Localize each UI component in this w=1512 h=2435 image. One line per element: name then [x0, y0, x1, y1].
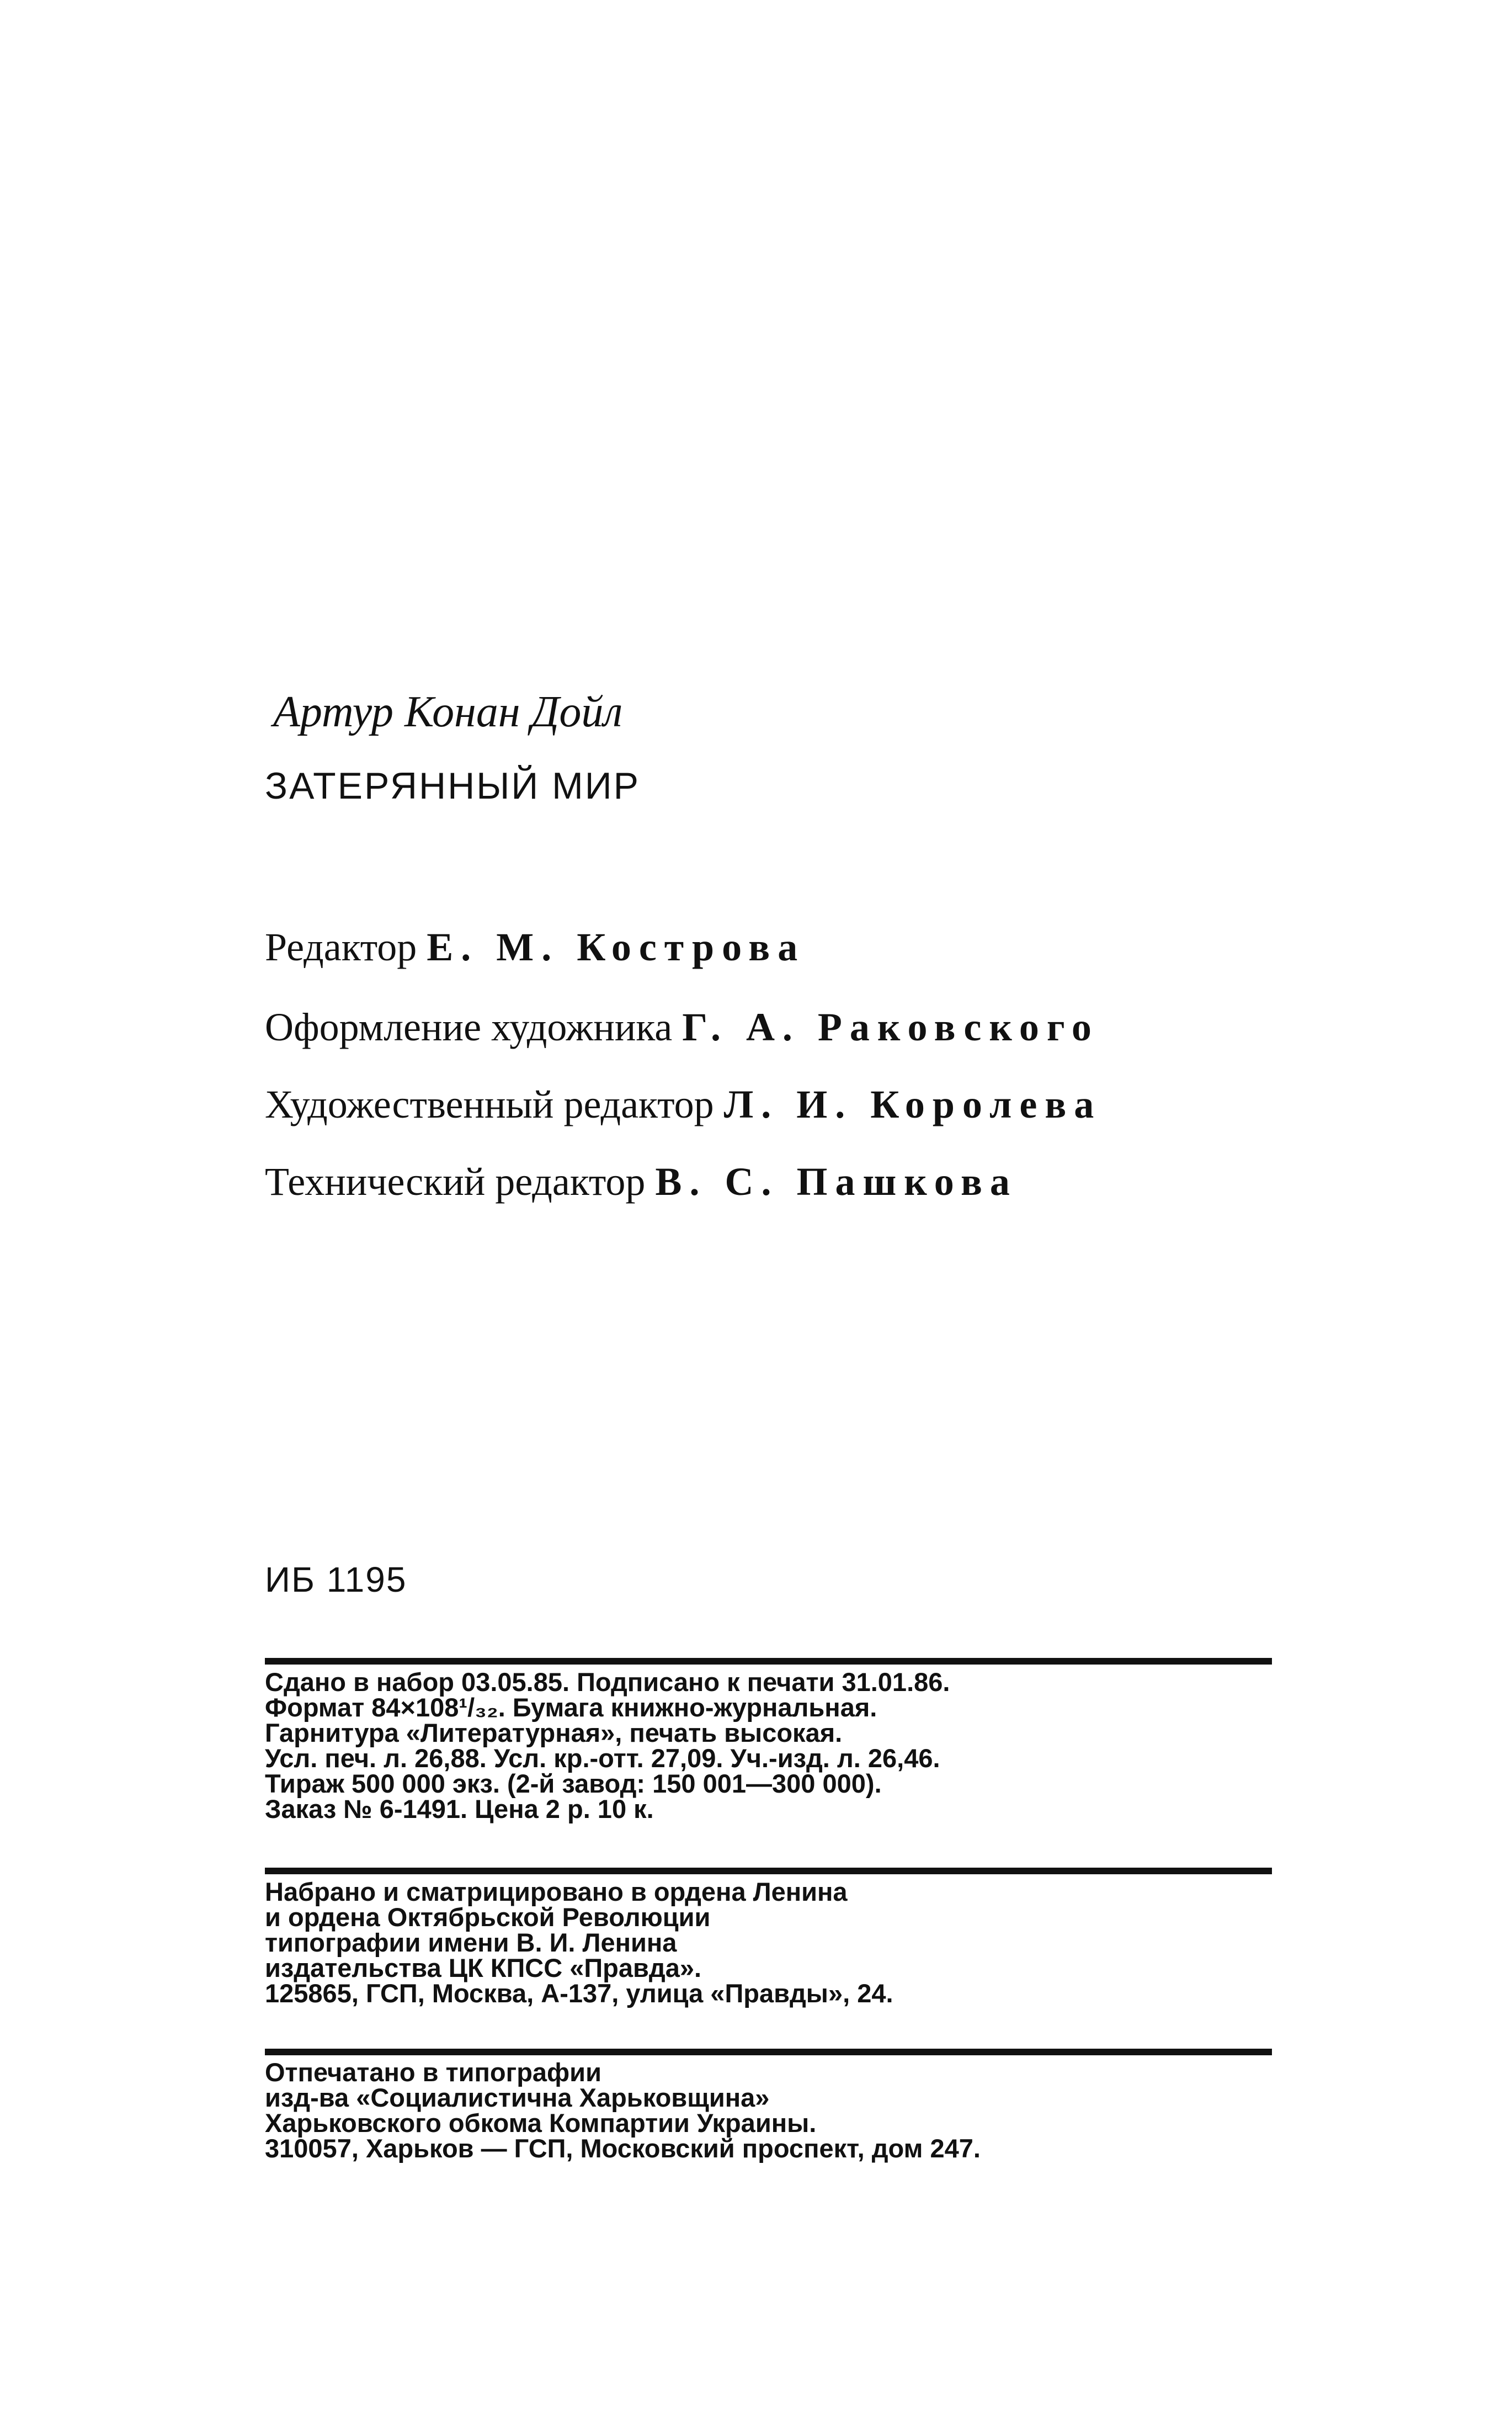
divider-rule [265, 1868, 1272, 1874]
credit-role: Редактор [265, 925, 417, 969]
book-title: ЗАТЕРЯННЫЙ МИР [265, 765, 641, 807]
imprint-line: Усл. печ. л. 26,88. Усл. кр.-отт. 27,09. Уч.-изд. л. 26,46. [265, 1743, 940, 1773]
credit-person: Е. М. Кострова [427, 925, 806, 969]
imprint-line: Сдано в набор 03.05.85. Подписано к печати 31.01.86. [265, 1667, 950, 1697]
imprint-line: Харьковского обкома Компартии Украины. [265, 2108, 817, 2138]
credit-person: Л. И. Королева [723, 1082, 1102, 1126]
imprint-line: 310057, Харьков — ГСП, Московский проспект, дом 247. [265, 2134, 981, 2163]
credit-role: Художественный редактор [265, 1082, 714, 1126]
credit-tech-editor [265, 1159, 1018, 1205]
credit-person: Г. А. Раковского [682, 1005, 1099, 1049]
imprint-line: Тираж 500 000 экз. (2-й завод: 150 001—300 000). [265, 1769, 882, 1798]
credit-role: Технический редактор [265, 1160, 646, 1204]
ib-number: ИБ 1195 [265, 1560, 407, 1599]
divider-rule [265, 2049, 1272, 2055]
divider-rule [265, 1658, 1272, 1665]
author-name: Артур Конан Дойл [273, 688, 623, 736]
credit-art-editor [265, 1082, 1101, 1128]
imprint-line: типографии имени В. И. Ленина [265, 1928, 677, 1957]
imprint-line: Формат 84×108¹/₃₂. Бумага книжно-журнальная. [265, 1693, 877, 1722]
credit-editor [265, 924, 805, 970]
imprint-line: изд-ва «Социалистична Харьковщина» [265, 2083, 770, 2112]
printing-details [265, 2057, 1275, 2163]
imprint-line: Отпечатано в типографии [265, 2057, 601, 2087]
credit-design [265, 1004, 1099, 1050]
imprint-line: 125865, ГСП, Москва, А-137, улица «Правды», 24. [265, 1979, 893, 2008]
imprint-line: Гарнитура «Литературная», печать высокая. [265, 1718, 843, 1747]
imprint-line: Заказ № 6-1491. Цена 2 р. 10 к. [265, 1794, 654, 1823]
publication-details [265, 1667, 1275, 1823]
credit-person: В. С. Пашкова [655, 1160, 1018, 1204]
imprint-line: и ордена Октябрьской Революции [265, 1902, 711, 1932]
typesetting-details [265, 1879, 1275, 2006]
imprint-line: издательства ЦК КПСС «Правда». [265, 1953, 702, 1982]
credit-role: Оформление художника [265, 1005, 673, 1049]
imprint-line: Набрано и сматрицировано в ордена Ленина [265, 1877, 848, 1906]
